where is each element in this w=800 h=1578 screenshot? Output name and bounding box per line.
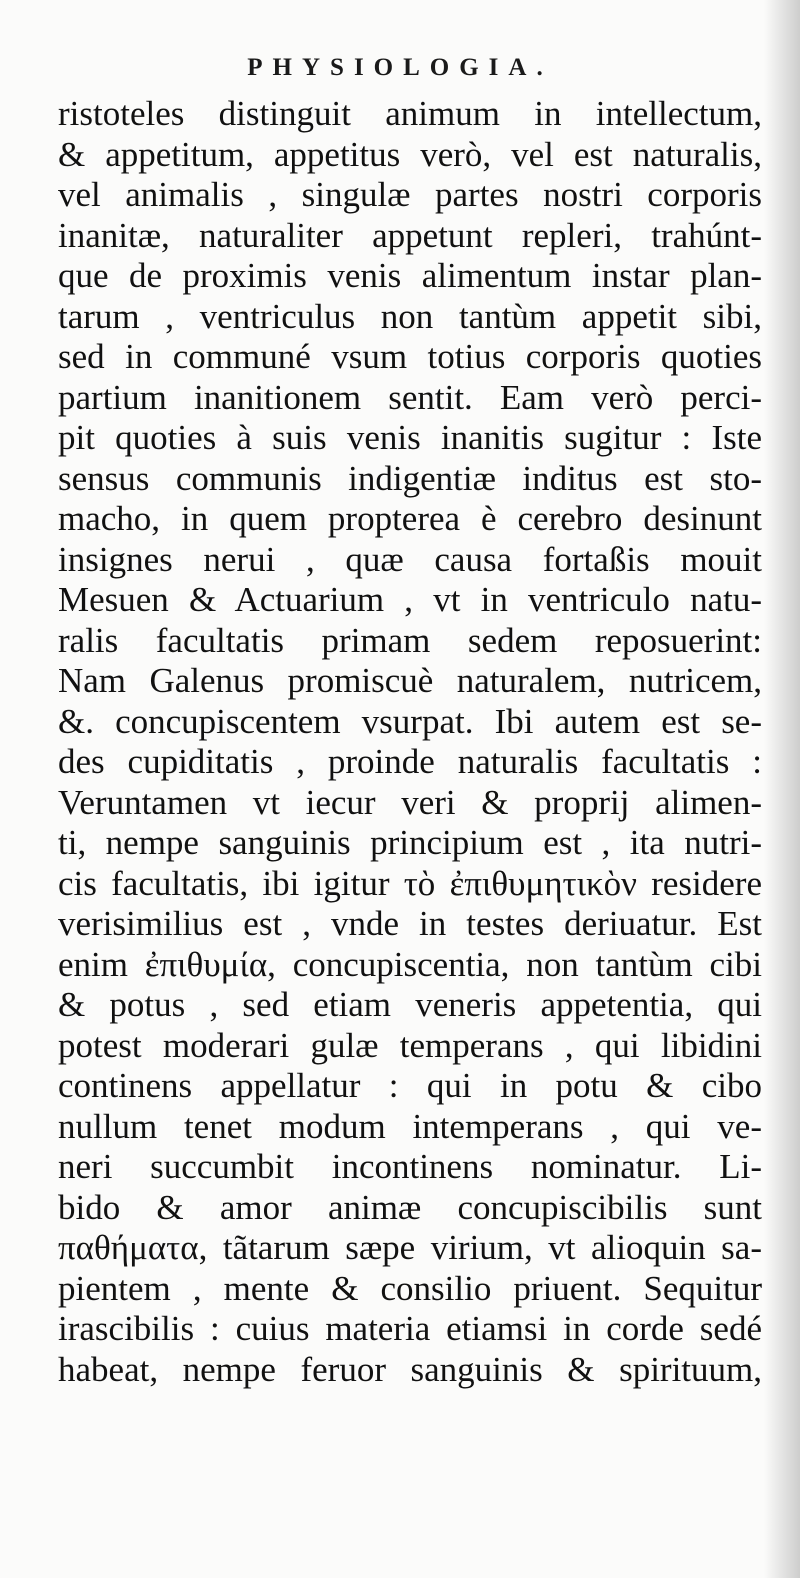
- text-line: irascibilis : cuius materia etiamsi in corde sedé: [58, 1309, 762, 1348]
- text-line: Veruntamen vt iecur veri & proprij alimen-: [58, 782, 762, 822]
- text-line: Nam Galenus promiscuè naturalem, nutricem,: [58, 661, 762, 700]
- text-line: continens appellatur : qui in potu & cibo: [58, 1066, 762, 1105]
- running-head: PHYSIOLOGIA.: [247, 54, 553, 81]
- text-line: &. concupiscentem vsurpat. Ibi autem est se-: [58, 701, 762, 741]
- text-line: potest moderari gulæ temperans , qui libidini: [58, 1025, 762, 1065]
- text-line: & potus , sed etiam veneris appetentia, qui: [58, 985, 762, 1024]
- text-line: nullum tenet modum intemperans , qui ve-: [58, 1106, 762, 1146]
- text-line: vel animalis , singulæ partes nostri corporis: [58, 175, 762, 214]
- body-text: [58, 94, 762, 1390]
- text-line: παθήματα, tãtarum sæpe virium, vt alioquin sa-: [58, 1228, 762, 1267]
- text-line: pientem , mente & consilio priuent. Sequitur: [58, 1268, 762, 1308]
- text-line: enim ἐπιθυμία, concupiscentia, non tantùm cibi: [58, 944, 762, 984]
- text-line: bido & amor animæ concupiscibilis sunt: [58, 1187, 762, 1227]
- text-line: cis facultatis, ibi igitur τὸ ἐπιθυμητικὸν residere: [58, 863, 762, 903]
- text-line: Mesuen & Actuarium , vt in ventriculo natu-: [58, 580, 762, 619]
- text-line: que de proximis venis alimentum instar plan-: [58, 256, 762, 295]
- text-line: macho, in quem propterea è cerebro desinunt: [58, 499, 762, 538]
- page-edge-shadow: [764, 0, 800, 1578]
- text-line: insignes nerui , quæ causa fortaßis mouit: [58, 539, 762, 579]
- text-line: sensus communis indigentiæ inditus est sto-: [58, 458, 762, 498]
- text-line: verisimilius est , vnde in testes deriuatur. Est: [58, 904, 762, 943]
- text-line: inanitæ, naturaliter appetunt repleri, trahúnt-: [58, 215, 762, 255]
- text-line: & appetitum, appetitus verò, vel est naturalis,: [58, 134, 762, 174]
- text-line: sed in communé vsum totius corporis quoties: [58, 337, 762, 376]
- text-line: ralis facultatis primam sedem reposuerint:: [58, 620, 762, 660]
- text-line: ti, nempe sanguinis principium est , ita nutri-: [58, 823, 762, 862]
- text-line: habeat, nempe feruor sanguinis & spirituum,: [58, 1349, 762, 1389]
- text-line: ristoteles distinguit animum in intellectum,: [58, 94, 762, 133]
- text-line: tarum , ventriculus non tantùm appetit sibi,: [58, 296, 762, 336]
- text-line: neri succumbit incontinens nominatur. Li-: [58, 1147, 762, 1186]
- text-line: pit quoties à suis venis inanitis sugitur : Iste: [58, 418, 762, 457]
- text-line: partium inanitionem sentit. Eam verò perci-: [58, 377, 762, 417]
- text-line: des cupiditatis , proinde naturalis facultatis :: [58, 742, 762, 781]
